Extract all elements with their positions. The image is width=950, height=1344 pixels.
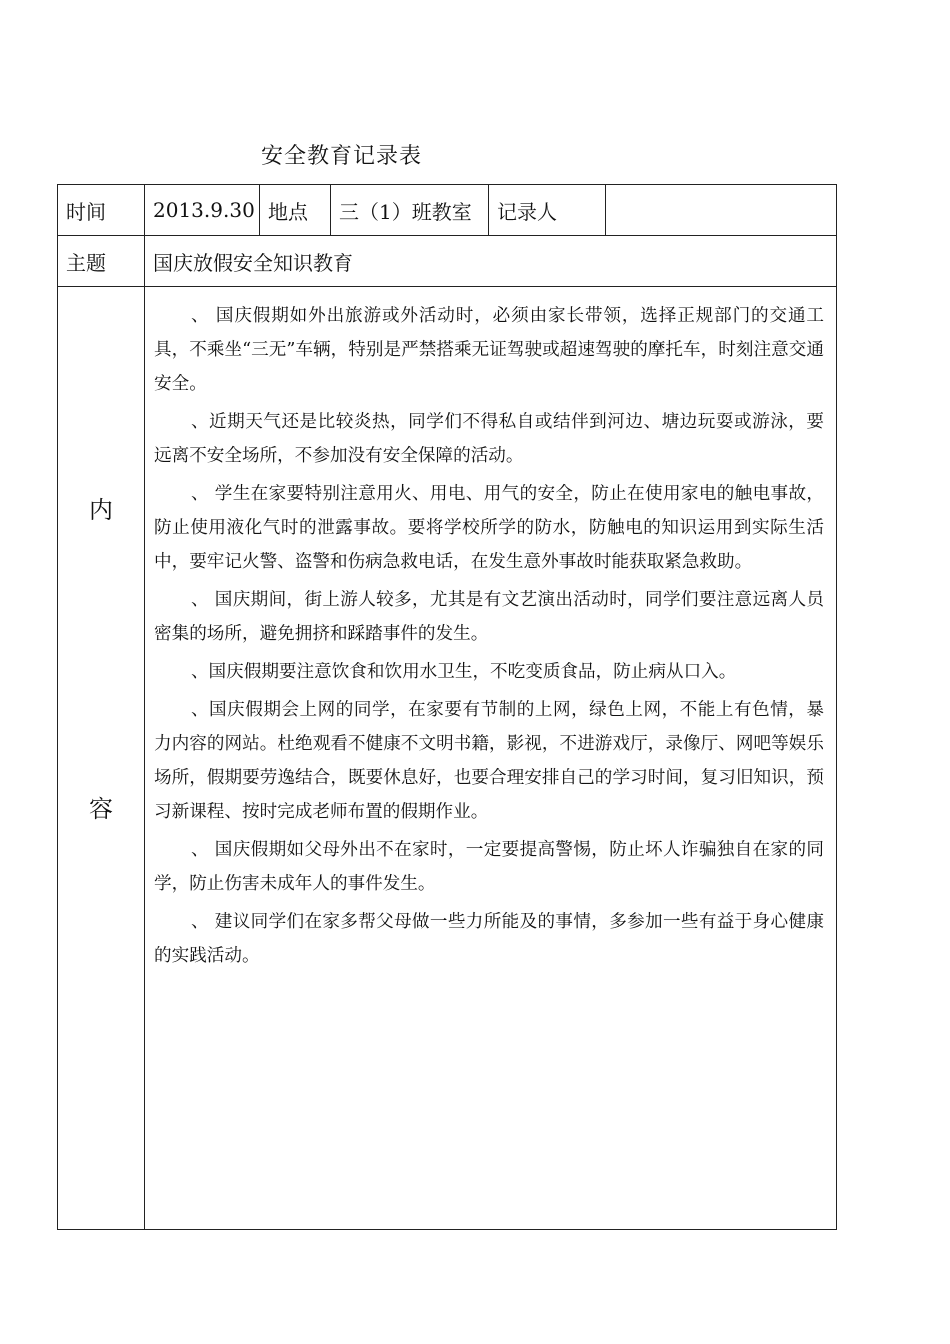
header-row — [58, 185, 837, 236]
time-label: 时间 — [58, 185, 145, 236]
time-value: 2013.9.30 — [145, 185, 260, 236]
topic-row — [58, 236, 837, 287]
record-table — [57, 184, 837, 1230]
content-label-char-1: 内 — [89, 496, 113, 524]
content-paragraph-5: 、国庆假期要注意饮食和饮用水卫生，不吃变质食品，防止病从口入。 — [190, 662, 737, 682]
recorder-label: 记录人 — [489, 185, 606, 236]
content-body — [145, 287, 837, 1230]
topic-label: 主题 — [58, 236, 145, 287]
content-paragraph-3: 、 学生在家要特别注意用火、用电、用气的安全，防止在使用家电的触电事故，防止使用液化气时的泄露事故。要将学校所学的防水，防触电的知识运用到实际生活中，要牢记火警、盗警和伤病急救电话，在发生意外事故时能获取紧急救助。 — [154, 484, 824, 572]
content-row — [58, 287, 837, 1230]
document-title: 安全教育记录表 — [261, 144, 423, 169]
content-paragraph-2: 、近期天气还是比较炎热，同学们不得私自或结伴到河边、塘边玩耍或游泳，要远离不安全场所，不参加没有安全保障的活动。 — [154, 412, 824, 466]
content-label-char-2: 容 — [89, 795, 113, 823]
content-label — [58, 287, 145, 1230]
content-paragraph-1: 、 国庆假期如外出旅游或外活动时，必须由家长带领，选择正规部门的交通工具，不乘坐“三无”车辆，特别是严禁搭乘无证驾驶或超速驾驶的摩托车，时刻注意交通安全。 — [154, 306, 824, 394]
place-value: 三（1）班教室 — [331, 185, 489, 236]
content-paragraph-7: 、 国庆假期如父母外出不在家时，一定要提高警惕，防止坏人诈骗独自在家的同学，防止伤害未成年人的事件发生。 — [154, 840, 824, 894]
content-paragraph-4: 、 国庆期间，街上游人较多，尤其是有文艺演出活动时，同学们要注意远离人员密集的场所，避免拥挤和踩踏事件的发生。 — [154, 590, 824, 644]
topic-value: 国庆放假安全知识教育 — [145, 236, 837, 287]
content-paragraph-8: 、 建议同学们在家多帮父母做一些力所能及的事情，多参加一些有益于身心健康的实践活动。 — [154, 912, 824, 966]
place-label: 地点 — [260, 185, 331, 236]
recorder-value — [606, 185, 837, 236]
content-paragraph-6: 、国庆假期会上网的同学，在家要有节制的上网，绿色上网，不能上有色情，暴力内容的网站。杜绝观看不健康不文明书籍，影视，不进游戏厅，录像厅、网吧等娱乐场所，假期要劳逸结合，既要休息好，也要合理安排自己的学习时间，复习旧知识，预习新课程、按时完成老师布置的假期作业。 — [154, 700, 824, 822]
